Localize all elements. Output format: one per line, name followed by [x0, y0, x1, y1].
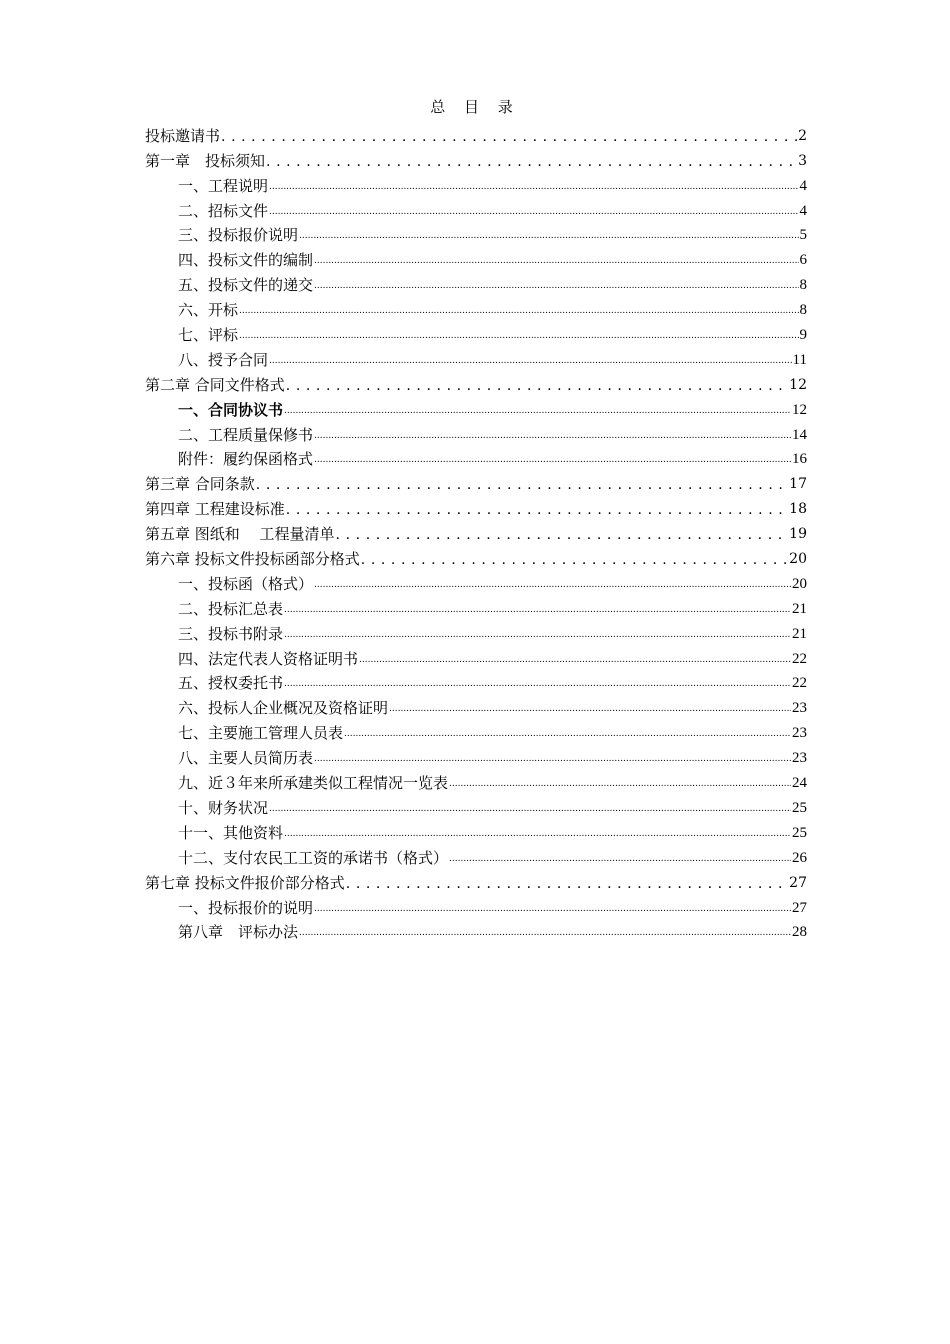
toc-entry-page-number: 17 [789, 476, 807, 493]
toc-entry[interactable] [145, 295, 807, 320]
dot-leader [269, 350, 792, 370]
toc-entry[interactable] [145, 718, 807, 743]
toc-entry-label: 六、开标 [178, 301, 239, 320]
dot-leader [359, 649, 791, 669]
toc-entry-page-number: 8 [799, 302, 807, 319]
dot-leader [256, 474, 788, 494]
dot-leader [314, 275, 798, 295]
toc-entry[interactable] [145, 469, 807, 494]
toc-entry-page-number: 3 [798, 152, 807, 169]
toc-entry[interactable] [145, 669, 807, 694]
toc-entry-page-number: 23 [792, 700, 807, 717]
toc-entry-page-number: 14 [792, 426, 807, 443]
toc-entry[interactable] [145, 519, 807, 544]
dot-leader [266, 151, 797, 171]
dot-leader [221, 126, 797, 146]
toc-entry-label: 八、授予合同 [178, 350, 269, 369]
toc-entry-label: 三、投标书附录 [178, 624, 284, 643]
toc-entry-page-number: 20 [792, 575, 807, 592]
dot-leader [269, 201, 798, 221]
dot-leader [314, 250, 798, 270]
toc-entry[interactable] [145, 320, 807, 345]
toc-entry-label: 七、主要施工管理人员表 [178, 724, 344, 743]
toc-entry[interactable] [145, 918, 807, 943]
toc-entry-page-number: 2 [798, 127, 807, 144]
toc-entry-label: 二、招标文件 [178, 201, 269, 220]
toc-entry-page-number: 28 [792, 924, 807, 941]
toc-entry-label: 三、投标报价说明 [178, 226, 299, 245]
toc-entry-label: 五、投标文件的递交 [178, 276, 314, 295]
toc-entry-label: 四、投标文件的编制 [178, 251, 314, 270]
dot-leader [286, 499, 788, 519]
toc-entry-page-number: 8 [799, 277, 807, 294]
toc-entry[interactable] [145, 818, 807, 843]
dot-leader [449, 773, 791, 793]
dot-leader [314, 449, 791, 469]
toc-entry[interactable] [145, 494, 807, 519]
toc-title: 总 目 录 [430, 98, 520, 116]
toc-entry-page-number: 21 [792, 600, 807, 617]
toc-entry[interactable] [145, 619, 807, 644]
toc-entry[interactable] [145, 743, 807, 768]
toc-entry-page-number: 27 [789, 874, 807, 891]
toc-entry-label: 第一章 投标须知 [145, 151, 266, 170]
dot-leader [269, 176, 798, 196]
toc-entry-label: 二、投标汇总表 [178, 599, 284, 618]
toc-entry[interactable] [145, 594, 807, 619]
toc-entry[interactable] [145, 221, 807, 246]
toc-entry[interactable] [145, 445, 807, 470]
toc-entry-page-number: 25 [792, 824, 807, 841]
toc-entry-page-number: 12 [792, 401, 807, 418]
table-of-contents [145, 121, 807, 942]
dot-leader [284, 599, 791, 619]
toc-entry-page-number: 16 [792, 451, 807, 468]
dot-leader [314, 425, 791, 445]
toc-entry[interactable] [145, 196, 807, 221]
dot-leader [336, 524, 789, 544]
toc-entry-page-number: 12 [789, 376, 807, 393]
dot-leader [299, 225, 798, 245]
toc-entry-page-number: 11 [792, 351, 807, 368]
toc-entry-label: 五、授权委托书 [178, 674, 284, 693]
toc-entry[interactable] [145, 893, 807, 918]
toc-entry-label: 六、投标人企业概况及资格证明 [178, 699, 389, 718]
toc-entry-label: 第八章 评标办法 [178, 923, 299, 942]
toc-entry-label: 第五章 图纸和 工程量清单 [145, 525, 335, 544]
toc-entry-page-number: 20 [789, 551, 807, 568]
toc-entry-page-number: 6 [799, 252, 807, 269]
dot-leader [361, 549, 788, 569]
toc-entry-label: 附件：履约保函格式 [178, 450, 314, 469]
toc-entry-label: 一、工程说明 [178, 176, 269, 195]
toc-entry[interactable] [145, 171, 807, 196]
toc-entry[interactable] [145, 693, 807, 718]
toc-entry[interactable] [145, 345, 807, 370]
toc-entry[interactable] [145, 146, 807, 171]
toc-entry[interactable] [145, 270, 807, 295]
dot-leader [344, 723, 791, 743]
toc-entry[interactable] [145, 843, 807, 868]
toc-entry-label: 第七章 投标文件报价部分格式 [145, 873, 345, 892]
toc-entry-page-number: 4 [799, 202, 807, 219]
toc-entry-label: 二、工程质量保修书 [178, 425, 314, 444]
toc-entry-label: 一、合同协议书 [178, 400, 284, 419]
toc-entry-page-number: 25 [792, 799, 807, 816]
dot-leader [299, 922, 791, 942]
toc-entry[interactable] [145, 644, 807, 669]
toc-entry-label: 投标邀请书 [145, 126, 221, 145]
dot-leader [239, 325, 798, 345]
toc-entry[interactable] [145, 121, 807, 146]
toc-entry-page-number: 26 [792, 849, 807, 866]
toc-entry-label: 第二章 合同文件格式 [145, 375, 285, 394]
dot-leader [269, 798, 791, 818]
toc-entry-label: 四、法定代表人资格证明书 [178, 649, 359, 668]
toc-entry-label: 十二、支付农民工工资的承诺书（格式） [178, 848, 449, 867]
dot-leader [239, 300, 798, 320]
toc-entry-label: 十、财务状况 [178, 798, 269, 817]
toc-entry[interactable] [145, 569, 807, 594]
toc-entry-label: 十一、其他资料 [178, 823, 284, 842]
dot-leader [284, 673, 791, 693]
dot-leader [314, 574, 791, 594]
toc-entry-page-number: 22 [792, 650, 807, 667]
toc-entry[interactable] [145, 544, 807, 569]
toc-entry[interactable] [145, 395, 807, 420]
toc-entry[interactable] [145, 420, 807, 445]
toc-entry-label: 第三章 合同条款 [145, 475, 255, 494]
dot-leader [389, 698, 791, 718]
toc-entry-label: 九、近３年来所承建类似工程情况一览表 [178, 774, 449, 793]
toc-entry-page-number: 4 [799, 177, 807, 194]
dot-leader [449, 848, 791, 868]
toc-entry-page-number: 22 [792, 675, 807, 692]
toc-entry-page-number: 21 [792, 625, 807, 642]
toc-entry-label: 八、主要人员简历表 [178, 749, 314, 768]
toc-entry-label: 七、评标 [178, 326, 239, 345]
toc-entry-label: 一、投标函（格式） [178, 574, 314, 593]
toc-entry-page-number: 23 [792, 725, 807, 742]
toc-entry-label: 第四章 工程建设标准 [145, 500, 285, 519]
dot-leader [346, 873, 788, 893]
dot-leader [314, 898, 791, 918]
toc-entry-page-number: 9 [799, 327, 807, 344]
dot-leader [284, 823, 791, 843]
toc-entry-page-number: 19 [789, 526, 807, 543]
dot-leader [284, 400, 791, 420]
toc-entry[interactable] [145, 793, 807, 818]
toc-entry-page-number: 23 [792, 750, 807, 767]
dot-leader [286, 375, 788, 395]
toc-entry[interactable] [145, 370, 807, 395]
dot-leader [284, 624, 791, 644]
toc-entry[interactable] [145, 245, 807, 270]
toc-entry[interactable] [145, 868, 807, 893]
toc-entry-page-number: 27 [792, 899, 807, 916]
toc-entry-page-number: 18 [789, 501, 807, 518]
toc-entry-label: 一、投标报价的说明 [178, 898, 314, 917]
toc-entry-page-number: 24 [792, 775, 807, 792]
dot-leader [314, 748, 791, 768]
toc-entry-page-number: 5 [799, 227, 807, 244]
toc-entry[interactable] [145, 768, 807, 793]
toc-entry-label: 第六章 投标文件投标函部分格式 [145, 550, 360, 569]
